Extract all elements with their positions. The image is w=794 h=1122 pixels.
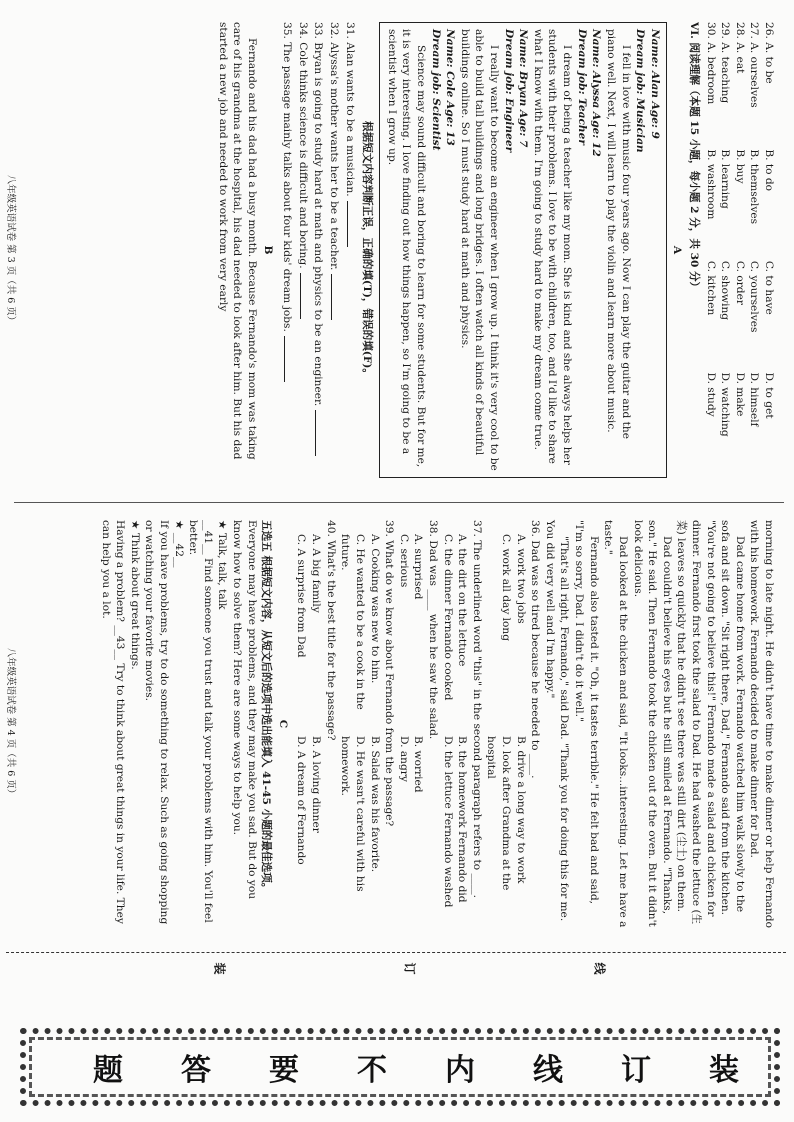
passage-c-line: Everyone may have problems, and they may make you sad. But do you know how to solve them? Here are some ways to help you.	[231, 520, 258, 900]
question-option: B. worried	[412, 736, 425, 793]
section-title: VI. 阅读理解（本题 15 小题，每小题 2 分，共 30 分）	[687, 22, 700, 293]
kid-name: Name: Alan Age: 9	[648, 29, 661, 139]
question-options	[440, 534, 469, 928]
kid-paragraph: I really want to become an engineer when I grow up. I think it's very cool to be able to build tall buildings and long bridges. I often watch all kinds of beautiful buildings online. So I must study hard at math and physics.	[458, 29, 501, 471]
page-divider	[14, 502, 784, 503]
question-item	[396, 520, 440, 928]
dream-jobs-box	[379, 22, 667, 478]
question-option: D. He wasn't careful with his homework.	[339, 736, 366, 892]
question-option: A. the dirt on the lettuce	[456, 534, 469, 667]
tf-statement: 31. Alan wants to be a musician.	[343, 22, 356, 197]
question-stem: 40. What's the best title for the passage?	[324, 520, 337, 741]
cut-line	[6, 952, 786, 953]
kid-dream-job: Dream job: Scientist	[429, 29, 442, 151]
option-text: 29. A. teaching	[719, 22, 732, 104]
question-option: D. look after Grandma at the hospital	[485, 736, 513, 891]
tf-item	[280, 22, 296, 478]
binding-label-1: 线	[594, 961, 606, 975]
tf-item	[326, 22, 342, 478]
binding-char: 要	[269, 1053, 299, 1088]
kid-name: Name: Bryan Age: 7	[517, 29, 530, 148]
passage-paragraph: "That's all right, Fernando," said Dad. "Thank you for doing this for me. You did very well and I'm happy."	[543, 520, 571, 922]
tf-instruction: 根据短文内容判断正误，正确的填(T)，错误的填(F)。	[361, 121, 374, 379]
page-3-footer: 八年级英语试卷 第 3 页（共 6 页）	[5, 174, 17, 326]
question-item	[294, 520, 338, 928]
passage-a-label: A	[671, 245, 684, 255]
passage-c-line: ★ Talk, talk, talk	[216, 520, 229, 610]
true-false-list	[280, 22, 358, 478]
tf-statement: 33. Bryan is going to study hard at math and physics to be an engineer.	[312, 22, 325, 407]
question-option: C. the dinner Fernando cooked	[441, 534, 454, 701]
question-options	[294, 534, 323, 928]
option-text: C. showing	[719, 260, 732, 321]
tf-statement: 35. The passage mainly talks about four kids' dream jobs.	[281, 22, 294, 332]
option-row	[761, 22, 776, 478]
kid-name: Name: Alyssa Age: 12	[590, 29, 603, 157]
question-option: A. work two jobs	[514, 534, 527, 624]
tf-item	[342, 22, 358, 478]
question-item	[484, 520, 542, 928]
binding-char: 内	[445, 1053, 475, 1088]
exam-page-4	[0, 508, 794, 938]
binding-label-2: 订	[404, 961, 416, 975]
question-option: A. A big family	[310, 534, 323, 613]
kid-name: Name: Cole Age: 13	[444, 29, 457, 146]
answer-blank	[300, 273, 311, 319]
passage-paragraph: Dad came home from work. Fernando watched him walk slowly to the sofa and sit down. "Sit right there, Dad," Fernando said from the kitchen. "You're not going to believe this!" Fernando made a salad and chicken for dinner. Fernando first took the salad to Dad. He had washed the lettuce (生菜) leaves so quickly that he didn't see there was still dirt (尘土) on them.	[675, 520, 746, 925]
tf-item	[295, 22, 311, 478]
question-options	[484, 534, 528, 928]
option-row	[732, 22, 747, 478]
passage-c-instruction: 五选五 根据短文内容，从短文后的选项中选出能填入 41-45 小题的最佳选项。	[260, 520, 273, 894]
binding-char: 线	[533, 1053, 563, 1088]
passage-paragraph: morning to late night. He didn't have time to make dinner or help Fernando with his homework. Fernando decided to make dinner for Dad.	[748, 520, 775, 928]
passage-paragraph: Dad looked at the chicken and said, "It looks...interesting. Let me have a taste."	[602, 520, 629, 928]
answer-blank	[331, 274, 342, 320]
option-text: 26. A. to be	[763, 22, 775, 84]
option-row	[718, 22, 733, 478]
option-text: D. make	[733, 372, 746, 417]
answer-blank	[347, 201, 358, 247]
passage-c-label: C	[276, 719, 289, 729]
tf-item	[311, 22, 327, 478]
passage-c-text	[98, 520, 259, 928]
option-text: B. to do	[763, 149, 775, 192]
kid-dream-job: Dream job: Engineer	[502, 29, 515, 153]
passage-c-line: ★ Think about great things.	[128, 520, 141, 670]
binding-char: 答	[181, 1053, 211, 1088]
option-text: 27. A. ourselves	[748, 22, 761, 108]
option-text: D. to get	[763, 372, 775, 419]
question-option: B. the homework Fernando did	[456, 736, 469, 903]
option-text: C. order	[733, 260, 746, 305]
option-text: D. himself	[748, 372, 761, 427]
page-4-footer: 八年级英语试卷 第 4 页（共 6 页）	[5, 647, 17, 799]
question-option: B. drive a long way to work	[514, 736, 527, 884]
question-option: C. A surprise from Dad	[295, 534, 308, 658]
tf-statement: 34. Cole thinks science is difficult and boring.	[296, 22, 309, 269]
binding-label-3: 装	[214, 961, 226, 975]
passage-c-line: Having a problem? __43__ Try to think about great things in your life. They can help you a lot.	[99, 520, 127, 924]
question-option: C. work all day long	[500, 534, 513, 642]
question-stem: 36. Dad was so tired because he needed to ____.	[529, 520, 542, 779]
binding-strip	[6, 946, 786, 1116]
question-item	[338, 520, 396, 928]
option-text: B. learning	[719, 149, 732, 209]
option-row	[747, 22, 762, 478]
cloze-options	[703, 22, 776, 478]
kid-dream-job: Dream job: Teacher	[575, 29, 588, 145]
question-option: D. A dream of Fernando	[295, 736, 308, 865]
question-option: C. serious	[397, 534, 410, 588]
binding-char: 装	[709, 1053, 739, 1088]
option-text: D. study	[704, 372, 717, 417]
exam-page-3	[0, 0, 794, 500]
question-option: B. A loving dinner	[310, 736, 323, 833]
question-stem: 38. Dad was ____ when he saw the salad.	[426, 520, 439, 740]
option-text: 30. A. bedroom	[704, 22, 717, 105]
reading-questions	[294, 520, 542, 928]
binding-char: 题	[93, 1053, 123, 1088]
passage-paragraph: Dad couldn't believe his eyes but he still smiled at Fernando. "Thanks, son." He said. Then Fernando took the chicken out of the oven. But it didn't look delicious.	[631, 520, 673, 927]
binding-char: 不	[357, 1053, 387, 1088]
decorative-border	[20, 1028, 780, 1106]
option-text: B. buy	[733, 149, 746, 184]
question-option: D. angry	[397, 736, 410, 782]
question-options	[396, 534, 425, 928]
option-row	[703, 22, 718, 478]
tf-statement: 32. Alyssa's mother wants her to be a teacher.	[327, 22, 340, 271]
passage-c-line: If you have problems, try to do something to relax. Such as going shopping or watching your favorite movies.	[143, 520, 171, 925]
answer-blank	[315, 410, 326, 456]
option-text: C. yourselves	[748, 260, 761, 333]
passage-b-start: Fernando and his dad had a busy month. Because Fernando's mom was taking care of his grandma at the hospital, his dad needed to look after him. But his dad started a new job and needed to work from very early	[216, 22, 258, 460]
option-text: C. kitchen	[704, 260, 717, 316]
option-text: 28. A. eat	[733, 22, 746, 74]
question-option: C. He wanted to be a cook in the future.	[339, 534, 366, 710]
passage-c-line: __41__ Find someone you trust and talk your problems with him. You'll feel better.	[187, 520, 214, 923]
kid-paragraph: I fell in love with music four years ago. Now I can play the guitar and the piano well. Next, I will learn to play the violin and learn more about music.	[604, 29, 632, 440]
option-text: D. watching	[719, 372, 732, 437]
binding-char: 订	[621, 1053, 651, 1088]
question-option: A. surprised	[412, 534, 425, 600]
kid-paragraph: I dream of being a teacher like my mom. She is kind and she always helps her students with their problems. I love to be with children, too, and I'd like to share what I know with them. I'm going to study hard to make my dream come true.	[531, 29, 574, 465]
question-option: D. the lettuce Fernando washed	[441, 736, 454, 908]
option-text: B. washroom	[704, 149, 717, 220]
kid-dream-job: Dream job: Musician	[634, 29, 647, 153]
passage-c-line: ★ __42__	[172, 520, 185, 568]
passage-b-continued	[542, 520, 776, 928]
question-options	[338, 534, 382, 928]
option-text: C. to have	[763, 260, 775, 315]
passage-b-label: B	[262, 245, 275, 255]
question-stem: 39. What do we know about Fernando from the passage?	[383, 520, 396, 827]
option-text: B. themselves	[748, 149, 761, 225]
answer-blank	[284, 336, 295, 382]
question-option: B. Salad was his favorite.	[368, 736, 381, 873]
passage-paragraph: Fernando also tasted it. "Oh, it tastes terrible." He felt bad and said, "I'm so sorry, Dad. I didn't do it well."	[573, 520, 600, 905]
question-stem: 37. The underlined word "this" in the second paragraph refers to ____.	[470, 520, 483, 899]
question-option: A. Cooking was new to him.	[368, 534, 381, 684]
kid-paragraph: Science may sound difficult and boring to learn for some students. But for me, it is very interesting. I love finding out how things happen, so I'm going to be a scientist when I grow up.	[385, 29, 427, 468]
question-item	[440, 520, 484, 928]
